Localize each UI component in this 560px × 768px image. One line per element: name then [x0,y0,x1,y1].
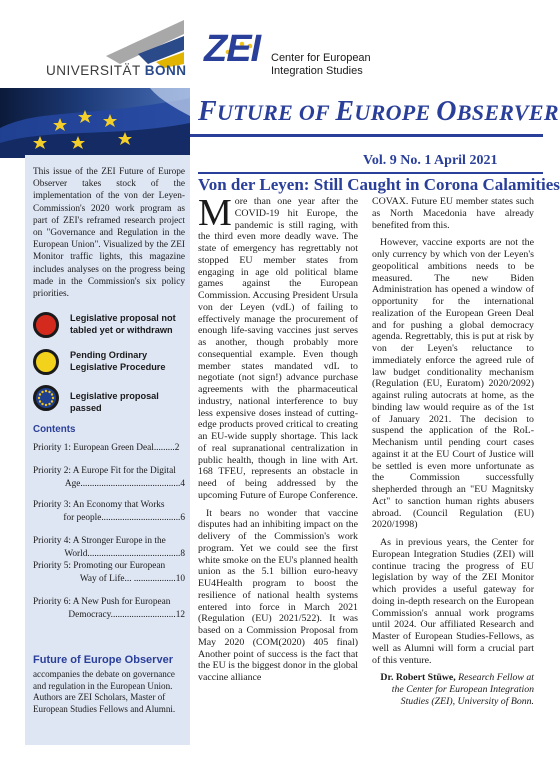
legend-item-pending [33,349,188,385]
legend-label-yellow: Pending Ordinary Legislative Procedure [70,350,166,372]
toc-line: Priority 5: Promoting our European [33,561,166,571]
toc-item-priority-5[interactable] [33,560,185,586]
contents-heading: Contents [33,424,76,435]
toc-item-priority-4[interactable] [33,535,185,561]
article-column-right [372,196,534,708]
toc-line-page: Democracy............................12 [68,610,185,620]
article-paragraph-3: COVAX. Future EU member states such as North Macedonia have already benefited from this. [372,196,534,231]
series-title-part1: F [198,96,217,127]
article-paragraph-2: It bears no wonder that vaccine disputes had an inhibiting impact on the delivery of the Commission's work program. Yet we could see the first white smoke on the EU's planned health union as the 5.1 billion euro-heavy EU4Health program to boost the resilience of national health systems entered into force in March 2021 (Regulation (EU) 2021/522). It was based on a Commission Proposal from May 2020 (COM(2020) 405 final) Another point of success is the fact that the EU is the biggest donor in the global vaccine alliance [198,507,358,683]
series-title [198,96,559,128]
paragraph-1-text: ore than one year after the COVID-19 hit Europe, the pandemic is still raging, with the third even more deadly wave. The state of emergency has regrettably not stopped EU member states from engaging in age old political blame games against the European Commission. Accusing President Ursula von der Leyen (vdL) of failing to effectively manage the procurement of enough life-saving vaccines just serves as another, though probably more consequential example. Even though member states mandated vdL to negotiate (not sign!) advance purchase agreements with the pharmaceutical industry, national interference to buy less expensive doses instead of cutting-edge products proved critical to creating an EU-wide supply shortage. This lack of real supranational centralization in public health, though in line with Art. 168 TFEU, represents an obstacle in need of being addressed by the upcoming Future of Europe Conference. [198,196,358,501]
red-traffic-light-icon [33,312,59,338]
university-city: BONN [144,63,187,78]
zei-name-line2: Integration Studies [271,65,363,77]
eu-flag-image [0,88,190,158]
toc-line: Priority 2: A Europe Fit for the Digital [33,466,176,476]
series-title-part3: E [335,96,355,127]
series-title-part6: BSERVER [456,100,559,125]
legend-label-blue: Legislative proposal passed [70,391,159,413]
toc-line-page: World........................................8 [64,549,185,559]
university-name [46,63,187,78]
author-signature [372,672,534,707]
toc-line-page: for people..................................6 [63,513,185,523]
toc-line: Priority 3: An Economy that Works [33,500,165,510]
title-rule [190,134,543,137]
zei-name-line1: Center for European [271,52,371,64]
toc-item-priority-1[interactable] [33,442,185,455]
article-paragraph-5: As in previous years, the Center for European Integration Studies (ZEI) will continue tracing the progress of EU legislation by way of the ZEI Monitor which provides a useful gateway for doing in-depth research on the European Commission's annual work programs until 2024. Our affiliated Research and Master of European Studies-Fellows, as well as Alumni will form a crucial part of this venture. [372,537,534,666]
university-word: UNIVERSITÄT [46,63,141,78]
eu-stars-traffic-light-icon [33,385,59,411]
zei-logo: ZEI [204,28,261,70]
issue-volume: Vol. 9 No. 1 April 2021 [363,153,498,168]
toc-item-priority-6[interactable] [33,596,185,622]
article-paragraph-1 [198,192,358,502]
footer-text: accompanies the debate on governance and regulation in the European Union. Authors are ZEI Scholars, Master of European Studies Fellows and Alumni. [33,669,176,714]
series-title-part2: UTURE OF [216,100,336,125]
toc-line: Priority 6: A New Push for European [33,597,171,607]
yellow-traffic-light-icon [33,349,59,375]
author-name: Dr. Robert Stüwe, [380,672,456,684]
article-paragraph-4: However, vaccine exports are not the only currency by which von der Leyen's geopolitical ambitions needs to be measured. The new Biden Administration has opened a window of opportunity for the international realization of the European Green Deal and for pushing a global democracy agenda. Regrettably, this is put at risk by von der Leyen's reluctance to immediately enforce the agreed rule of law budget conditionality mechanism (Regulation (EU, Euratom) 2020/2092) against ruling autocrats at home, as the binding law would require as of the 1st of January 2021. The decision to suspend the application of the RoL-Mechanism until pending court cases against it at the EU Court of Justice will be settled is even more unfortunate as the Commission successfully shepherded through an "EU Magnitsky Act" to sanction human rights abusers abroad. (Council Regulation (EU) 2020/1998) [372,237,534,531]
toc-line: Priority 4: A Stronger Europe in the [33,536,166,546]
headline-rule [198,172,543,174]
author-role: Research Fellow at the Center for European Integration Studies (ZEI), University of Bonn. [391,672,534,707]
eu-flag-photo [0,88,190,158]
toc-line: Priority 1: European Green Deal.........2 [33,443,180,453]
sidebar-intro: This issue of the ZEI Future of Europe Observer takes stock of the implementation of the von der Leyen-Commission's 2020 work program as part of ZEI's reframed research project on "Governance and Regulation in the European Union". Visualized by the ZEI Monitor traffic lights, this magazine includes analyses on the progress being made in the Commission's six policy priorities. [33,167,185,300]
series-title-part5: O [436,96,457,127]
zei-full-name [271,52,371,78]
toc-item-priority-3[interactable] [33,499,185,525]
drop-cap: M [198,192,232,234]
toc-line-page: Way of Life... ..................10 [79,574,185,584]
legend-item-not-tabled [33,312,188,348]
series-title-part4: UROPE [354,100,437,125]
legend-label-red: Legislative proposal not tabled yet or withdrawn [70,313,176,335]
legend-item-passed [33,385,188,421]
article-column-left [198,192,358,690]
footer-title: Future of Europe Observer [33,654,173,666]
toc-item-priority-2[interactable] [33,465,185,491]
toc-line-page: Age...........................................4 [64,479,185,489]
article-headline: Von der Leyen: Still Caught in Corona Calamities [198,175,560,194]
